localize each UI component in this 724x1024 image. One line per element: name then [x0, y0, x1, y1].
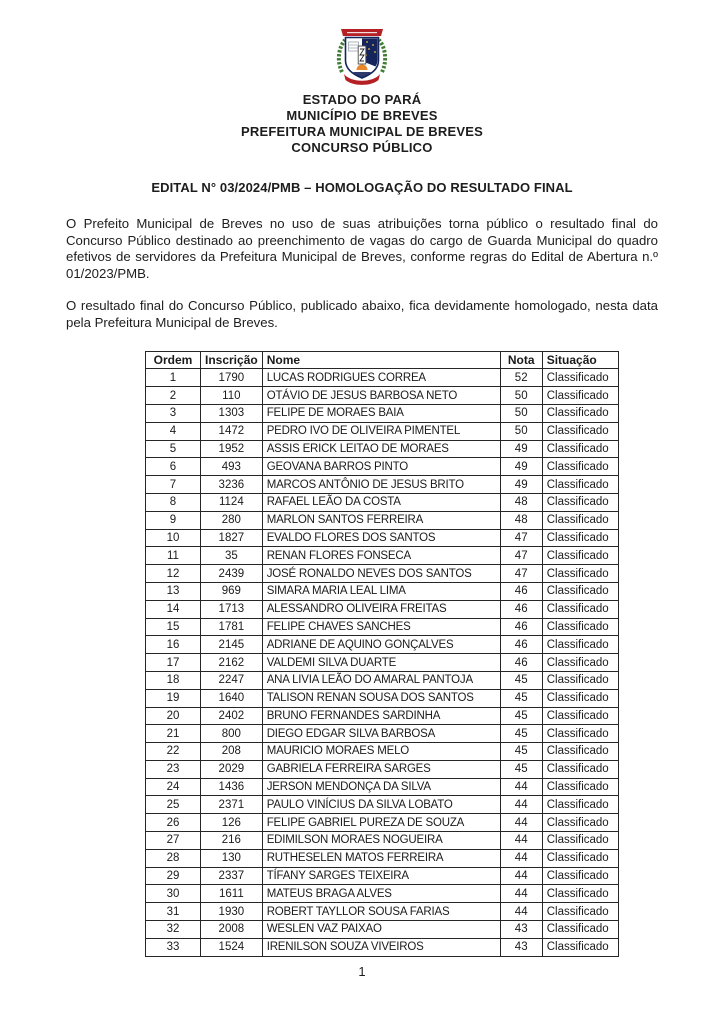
situacao-cell: Classificado [542, 814, 618, 832]
table-row [146, 885, 619, 903]
ordem-cell: 19 [146, 689, 201, 707]
nome-cell: ADRIANE DE AQUINO GONÇALVES [262, 636, 500, 654]
nota-cell: 47 [500, 547, 542, 565]
top-banner-text-line [347, 32, 377, 33]
inscricao-cell: 208 [201, 743, 263, 761]
nome-cell: PEDRO IVO DE OLIVEIRA PIMENTEL [262, 422, 500, 440]
star [374, 51, 376, 53]
table-row [146, 814, 619, 832]
page-number: 1 [358, 963, 366, 979]
inscricao-cell: 2008 [201, 921, 263, 939]
inscricao-cell: 2029 [201, 760, 263, 778]
situacao-cell: Classificado [542, 832, 618, 850]
nome-cell: DIEGO EDGAR SILVA BARBOSA [262, 725, 500, 743]
ordem-cell: 3 [146, 404, 201, 422]
inscricao-cell: 1781 [201, 618, 263, 636]
nota-cell: 44 [500, 796, 542, 814]
situacao-cell: Classificado [542, 547, 618, 565]
nota-cell: 44 [500, 832, 542, 850]
nome-cell: ANA LIVIA LEÃO DO AMARAL PANTOJA [262, 671, 500, 689]
table-row [146, 618, 619, 636]
table-row [146, 921, 619, 939]
situacao-cell: Classificado [542, 867, 618, 885]
nota-cell: 45 [500, 760, 542, 778]
nome-cell: LUCAS RODRIGUES CORREA [262, 369, 500, 387]
situacao-cell: Classificado [542, 511, 618, 529]
nome-cell: JOSÉ RONALDO NEVES DOS SANTOS [262, 565, 500, 583]
table-row [146, 565, 619, 583]
inscricao-cell: 1790 [201, 369, 263, 387]
inscricao-cell: 1124 [201, 493, 263, 511]
nota-cell: 45 [500, 743, 542, 761]
table-row [146, 600, 619, 618]
ordem-cell: 1 [146, 369, 201, 387]
nota-cell: 45 [500, 725, 542, 743]
org-line-state: ESTADO DO PARÁ [302, 92, 422, 107]
ordem-cell: 28 [146, 849, 201, 867]
nome-cell: MARCOS ANTÔNIO DE JESUS BRITO [262, 476, 500, 494]
paragraph-2: O resultado final do Concurso Público, publicado abaixo, fica devidamente homologado, nesta data pela Prefeitura Municipal de Breves. [66, 298, 658, 330]
nome-cell: FELIPE CHAVES SANCHES [262, 618, 500, 636]
inscricao-cell: 2439 [201, 565, 263, 583]
table-row [146, 440, 619, 458]
ordem-cell: 23 [146, 760, 201, 778]
ordem-cell: 22 [146, 743, 201, 761]
situacao-cell: Classificado [542, 849, 618, 867]
situacao-cell: Classificado [542, 743, 618, 761]
situacao-cell: Classificado [542, 654, 618, 672]
column-header-nota: Nota [500, 351, 542, 369]
org-header [0, 92, 724, 156]
situacao-cell: Classificado [542, 618, 618, 636]
inscricao-cell: 3236 [201, 476, 263, 494]
edital-title: EDITAL N° 03/2024/PMB – HOMOLOGAÇÃO DO RESULTADO FINAL [151, 180, 573, 195]
column-header-situacao: Situação [542, 351, 618, 369]
nota-cell: 45 [500, 671, 542, 689]
inscricao-cell: 2247 [201, 671, 263, 689]
inscricao-cell: 2402 [201, 707, 263, 725]
situacao-cell: Classificado [542, 387, 618, 405]
nome-cell: TALISON RENAN SOUSA DOS SANTOS [262, 689, 500, 707]
ordem-cell: 8 [146, 493, 201, 511]
org-line-municipio: MUNICÍPIO DE BREVES [286, 108, 438, 123]
nota-cell: 48 [500, 493, 542, 511]
nome-cell: GEOVANA BARROS PINTO [262, 458, 500, 476]
nome-cell: SIMARA MARIA LEAL LIMA [262, 582, 500, 600]
inscricao-cell: 130 [201, 849, 263, 867]
nota-cell: 43 [500, 921, 542, 939]
table-row [146, 707, 619, 725]
nota-cell: 45 [500, 689, 542, 707]
building-sketch [349, 42, 359, 51]
nota-cell: 46 [500, 654, 542, 672]
inscricao-cell: 1524 [201, 938, 263, 956]
nome-cell: VALDEMI SILVA DUARTE [262, 654, 500, 672]
ordem-cell: 32 [146, 921, 201, 939]
nome-cell: ASSIS ERICK LEITAO DE MORAES [262, 440, 500, 458]
ordem-cell: 18 [146, 671, 201, 689]
table-row [146, 796, 619, 814]
situacao-cell: Classificado [542, 369, 618, 387]
situacao-cell: Classificado [542, 565, 618, 583]
table-row [146, 422, 619, 440]
nota-cell: 49 [500, 440, 542, 458]
nome-cell: WESLEN VAZ PAIXAO [262, 921, 500, 939]
situacao-cell: Classificado [542, 636, 618, 654]
org-line-prefeitura: PREFEITURA MUNICIPAL DE BREVES [241, 124, 483, 139]
table-row [146, 671, 619, 689]
inscricao-cell: 126 [201, 814, 263, 832]
inscricao-cell: 493 [201, 458, 263, 476]
table-row [146, 582, 619, 600]
ordem-cell: 31 [146, 903, 201, 921]
nota-cell: 44 [500, 903, 542, 921]
results-table [145, 351, 619, 957]
ordem-cell: 21 [146, 725, 201, 743]
paragraph-1: O Prefeito Municipal de Breves no uso de suas atribuições torna público o resultado final do Concurso Público destinado ao preenchimento de vagas do cargo de Guarda Municipal do quadro efetivos de servidores da Prefeitura Municipal de Breves, conforme regras do Edital de Abertura n.º 01/2023/PMB. [66, 216, 658, 281]
laurel-left [339, 40, 345, 72]
column-header-nome: Nome [262, 351, 500, 369]
situacao-cell: Classificado [542, 760, 618, 778]
ordem-cell: 33 [146, 938, 201, 956]
nome-cell: GABRIELA FERREIRA SARGES [262, 760, 500, 778]
star [366, 41, 368, 43]
nota-cell: 45 [500, 707, 542, 725]
nota-cell: 48 [500, 511, 542, 529]
ordem-cell: 15 [146, 618, 201, 636]
inscricao-cell: 1713 [201, 600, 263, 618]
nota-cell: 46 [500, 636, 542, 654]
star [372, 44, 374, 46]
nota-cell: 43 [500, 938, 542, 956]
table-row [146, 689, 619, 707]
org-line-concurso: CONCURSO PÚBLICO [291, 140, 433, 155]
table-row [146, 636, 619, 654]
nota-cell: 49 [500, 476, 542, 494]
ordem-cell: 14 [146, 600, 201, 618]
situacao-cell: Classificado [542, 778, 618, 796]
situacao-cell: Classificado [542, 885, 618, 903]
inscricao-cell: 2145 [201, 636, 263, 654]
ordem-cell: 5 [146, 440, 201, 458]
nome-cell: RUTHESELEN MATOS FERREIRA [262, 849, 500, 867]
situacao-cell: Classificado [542, 796, 618, 814]
inscricao-cell: 1611 [201, 885, 263, 903]
ordem-cell: 2 [146, 387, 201, 405]
ordem-cell: 7 [146, 476, 201, 494]
nome-cell: ALESSANDRO OLIVEIRA FREITAS [262, 600, 500, 618]
inscricao-cell: 280 [201, 511, 263, 529]
table-row [146, 903, 619, 921]
table-body [146, 369, 619, 956]
inscricao-cell: 2162 [201, 654, 263, 672]
nota-cell: 50 [500, 422, 542, 440]
situacao-cell: Classificado [542, 689, 618, 707]
ordem-cell: 9 [146, 511, 201, 529]
ordem-cell: 4 [146, 422, 201, 440]
table-row [146, 458, 619, 476]
inscricao-cell: 800 [201, 725, 263, 743]
nome-cell: FELIPE GABRIEL PUREZA DE SOUZA [262, 814, 500, 832]
nome-cell: RENAN FLORES FONSECA [262, 547, 500, 565]
inscricao-cell: 35 [201, 547, 263, 565]
table-row [146, 725, 619, 743]
table-row [146, 832, 619, 850]
ordem-cell: 16 [146, 636, 201, 654]
column-header-ordem: Ordem [146, 351, 201, 369]
ordem-cell: 20 [146, 707, 201, 725]
nome-cell: IRENILSON SOUZA VIVEIROS [262, 938, 500, 956]
table-row [146, 849, 619, 867]
nota-cell: 44 [500, 814, 542, 832]
nome-cell: ROBERT TAYLLOR SOUSA FARIAS [262, 903, 500, 921]
nome-cell: MAURICIO MORAES MELO [262, 743, 500, 761]
nome-cell: EVALDO FLORES DOS SANTOS [262, 529, 500, 547]
situacao-cell: Classificado [542, 600, 618, 618]
ordem-cell: 12 [146, 565, 201, 583]
ordem-cell: 6 [146, 458, 201, 476]
situacao-cell: Classificado [542, 404, 618, 422]
situacao-cell: Classificado [542, 476, 618, 494]
table-row [146, 743, 619, 761]
situacao-cell: Classificado [542, 707, 618, 725]
ordem-cell: 17 [146, 654, 201, 672]
nome-cell: MATEUS BRAGA ALVES [262, 885, 500, 903]
ordem-cell: 30 [146, 885, 201, 903]
table-row [146, 938, 619, 956]
ordem-cell: 24 [146, 778, 201, 796]
inscricao-cell: 1930 [201, 903, 263, 921]
nome-cell: MARLON SANTOS FERREIRA [262, 511, 500, 529]
nota-cell: 47 [500, 529, 542, 547]
situacao-cell: Classificado [542, 921, 618, 939]
nota-cell: 50 [500, 387, 542, 405]
table-row [146, 654, 619, 672]
ordem-cell: 26 [146, 814, 201, 832]
nome-cell: OTÁVIO DE JESUS BARBOSA NETO [262, 387, 500, 405]
table-row [146, 387, 619, 405]
table-row [146, 493, 619, 511]
nota-cell: 44 [500, 778, 542, 796]
nota-cell: 50 [500, 404, 542, 422]
nota-cell: 47 [500, 565, 542, 583]
situacao-cell: Classificado [542, 938, 618, 956]
ordem-cell: 10 [146, 529, 201, 547]
laurel-right [379, 40, 385, 72]
inscricao-cell: 2371 [201, 796, 263, 814]
inscricao-cell: 969 [201, 582, 263, 600]
nome-cell: FELIPE DE MORAES BAIA [262, 404, 500, 422]
situacao-cell: Classificado [542, 458, 618, 476]
situacao-cell: Classificado [542, 725, 618, 743]
ordem-cell: 29 [146, 867, 201, 885]
situacao-cell: Classificado [542, 903, 618, 921]
municipal-crest-icon [329, 28, 395, 86]
inscricao-cell: 1952 [201, 440, 263, 458]
table-row [146, 511, 619, 529]
nome-cell: BRUNO FERNANDES SARDINHA [262, 707, 500, 725]
situacao-cell: Classificado [542, 582, 618, 600]
nota-cell: 52 [500, 369, 542, 387]
nota-cell: 46 [500, 600, 542, 618]
nome-cell: TÍFANY SARGES TEIXEIRA [262, 867, 500, 885]
inscricao-cell: 1436 [201, 778, 263, 796]
table-row [146, 778, 619, 796]
table-row [146, 547, 619, 565]
table-row [146, 867, 619, 885]
nota-cell: 46 [500, 618, 542, 636]
situacao-cell: Classificado [542, 493, 618, 511]
nota-cell: 44 [500, 867, 542, 885]
inscricao-cell: 1640 [201, 689, 263, 707]
ordem-cell: 13 [146, 582, 201, 600]
nome-cell: JERSON MENDONÇA DA SILVA [262, 778, 500, 796]
inscricao-cell: 1303 [201, 404, 263, 422]
table-row [146, 369, 619, 387]
situacao-cell: Classificado [542, 422, 618, 440]
column-header-inscricao: Inscrição [201, 351, 263, 369]
ordem-cell: 27 [146, 832, 201, 850]
situacao-cell: Classificado [542, 529, 618, 547]
inscricao-cell: 1472 [201, 422, 263, 440]
ordem-cell: 25 [146, 796, 201, 814]
inscricao-cell: 216 [201, 832, 263, 850]
situacao-cell: Classificado [542, 440, 618, 458]
inscricao-cell: 110 [201, 387, 263, 405]
situacao-cell: Classificado [542, 671, 618, 689]
nota-cell: 49 [500, 458, 542, 476]
star [368, 48, 370, 50]
nome-cell: PAULO VINÍCIUS DA SILVA LOBATO [262, 796, 500, 814]
table-row [146, 404, 619, 422]
table-row [146, 476, 619, 494]
nota-cell: 44 [500, 849, 542, 867]
inscricao-cell: 2337 [201, 867, 263, 885]
inscricao-cell: 1827 [201, 529, 263, 547]
table-row [146, 760, 619, 778]
table-header-row [146, 351, 619, 369]
ordem-cell: 11 [146, 547, 201, 565]
table-row [146, 529, 619, 547]
nome-cell: EDIMILSON MORAES NOGUEIRA [262, 832, 500, 850]
nome-cell: RAFAEL LEÃO DA COSTA [262, 493, 500, 511]
nota-cell: 46 [500, 582, 542, 600]
nota-cell: 44 [500, 885, 542, 903]
